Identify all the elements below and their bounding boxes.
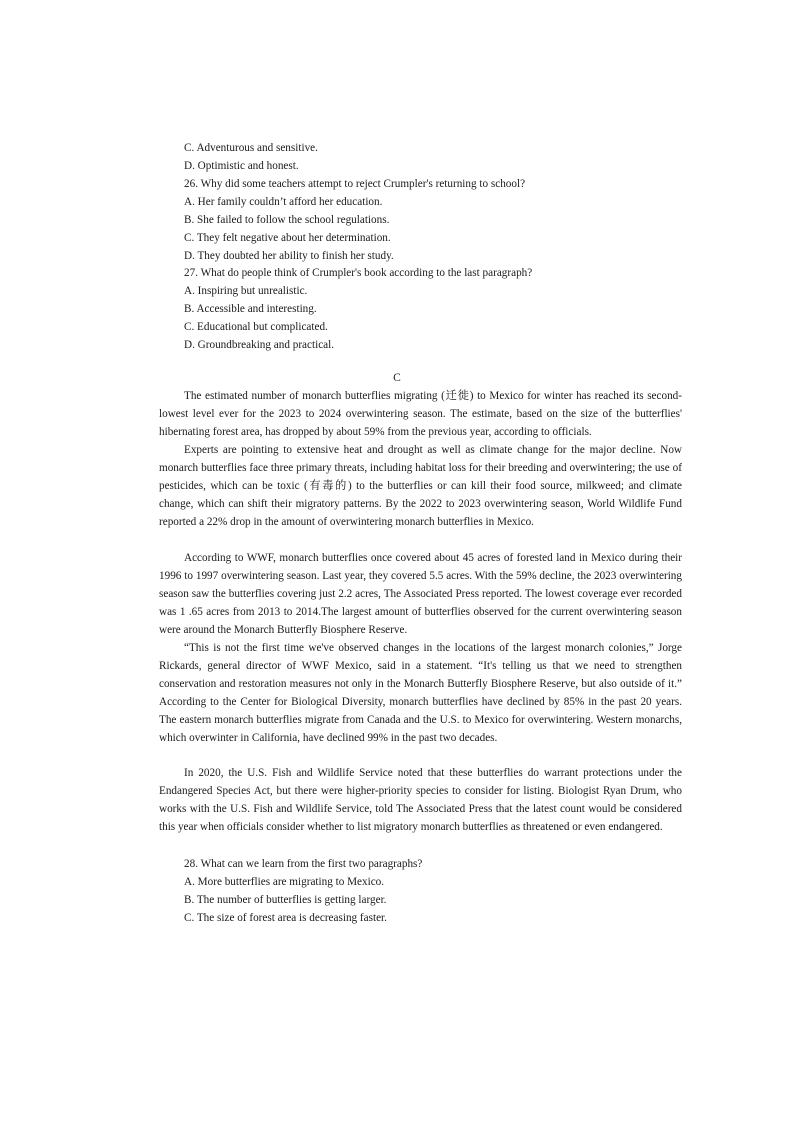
passage-paragraph-3: According to WWF, monarch butterflies once covered about 45 acres of forested land in Mexico during their 1996 to 1997 overwintering season. Last year, they covered 5.5 acres. With the 59% decline, the 2023 overwintering season saw the butterflies covering just 2.2 acres, The Associated Press reported. The lowest coverage ever recorded was 1 .65 acres from 2013 to 2014.The largest amount of butterflies observed for the current overwintering season were around the Monarch Butterfly Biosphere Reserve. — [159, 552, 682, 636]
passage-paragraph-2: Experts are pointing to extensive heat and drought as well as climate change for the major decline. Now monarch butterflies face three primary threats, including habitat loss for their breeding and overwintering; the use of pesticides, which can be toxic (有毒的) to the butterflies or can kill their food source, milkweed; and climate change, which can shift their migratory patterns. By the 2022 to 2023 overwintering season, World Wildlife Fund reported a 22% drop in the amount of overwintering monarch butterflies in Mexico. — [159, 444, 682, 528]
q28-option-b: B. The number of butterflies is getting larger. — [184, 894, 387, 906]
q26-option-c: C. They felt negative about her determination. — [184, 232, 391, 244]
passage-paragraph-5: In 2020, the U.S. Fish and Wildlife Service noted that these butterflies do warrant protections under the Endangered Species Act, but there were higher-priority species to consider for listing. Biologist Ryan Drum, who works with the U.S. Fish and Wildlife Service, told The Associated Press that the latest count would be considered this year when officials consider whether to list migratory monarch butterflies as threatened or even endangered. — [159, 767, 682, 833]
q27-option-a: A. Inspiring but unrealistic. — [184, 285, 308, 297]
passage-c-title: C — [393, 372, 401, 384]
q26-question: 26. Why did some teachers attempt to reject Crumpler's returning to school? — [184, 178, 526, 190]
q27-option-d: D. Groundbreaking and practical. — [184, 339, 335, 351]
q26-option-a: A. Her family couldn’t afford her education. — [184, 196, 383, 208]
q26-option-d: D. They doubted her ability to finish her study. — [184, 250, 394, 262]
q25-option-d: D. Optimistic and honest. — [184, 160, 299, 172]
passage-paragraph-4: “This is not the first time we've observed changes in the locations of the largest monarch colonies,” Jorge Rickards, general director of WWF Mexico, said in a statement. “It's telling us that we need to strengthen conservation and restoration measures not only in the Monarch Butterfly Biosphere Reserve, but also outside of it.” According to the Center for Biological Diversity, monarch butterflies have declined by 85% in the past 20 years. The eastern monarch butterflies migrate from Canada and the U.S. to Mexico for overwintering. Western monarchs, which overwinter in California, have declined 99% in the past two decades. — [159, 642, 682, 744]
q28-option-c: C. The size of forest area is decreasing faster. — [184, 912, 387, 924]
q27-question: 27. What do people think of Crumpler's book according to the last paragraph? — [184, 267, 533, 279]
q25-option-c: C. Adventurous and sensitive. — [184, 142, 318, 154]
passage-paragraph-1: The estimated number of monarch butterflies migrating (迁徙) to Mexico for winter has reached its second-lowest level ever for the 2023 to 2024 overwintering season. The estimate, based on the size of the butterflies' hibernating forest area, has dropped by about 59% from the previous year, according to officials. — [159, 390, 682, 438]
q27-option-b: B. Accessible and interesting. — [184, 303, 317, 315]
q28-option-a: A. More butterflies are migrating to Mexico. — [184, 876, 385, 888]
q28-question: 28. What can we learn from the first two paragraphs? — [184, 858, 423, 870]
q26-option-b: B. She failed to follow the school regulations. — [184, 214, 390, 226]
q27-option-c: C. Educational but complicated. — [184, 321, 328, 333]
